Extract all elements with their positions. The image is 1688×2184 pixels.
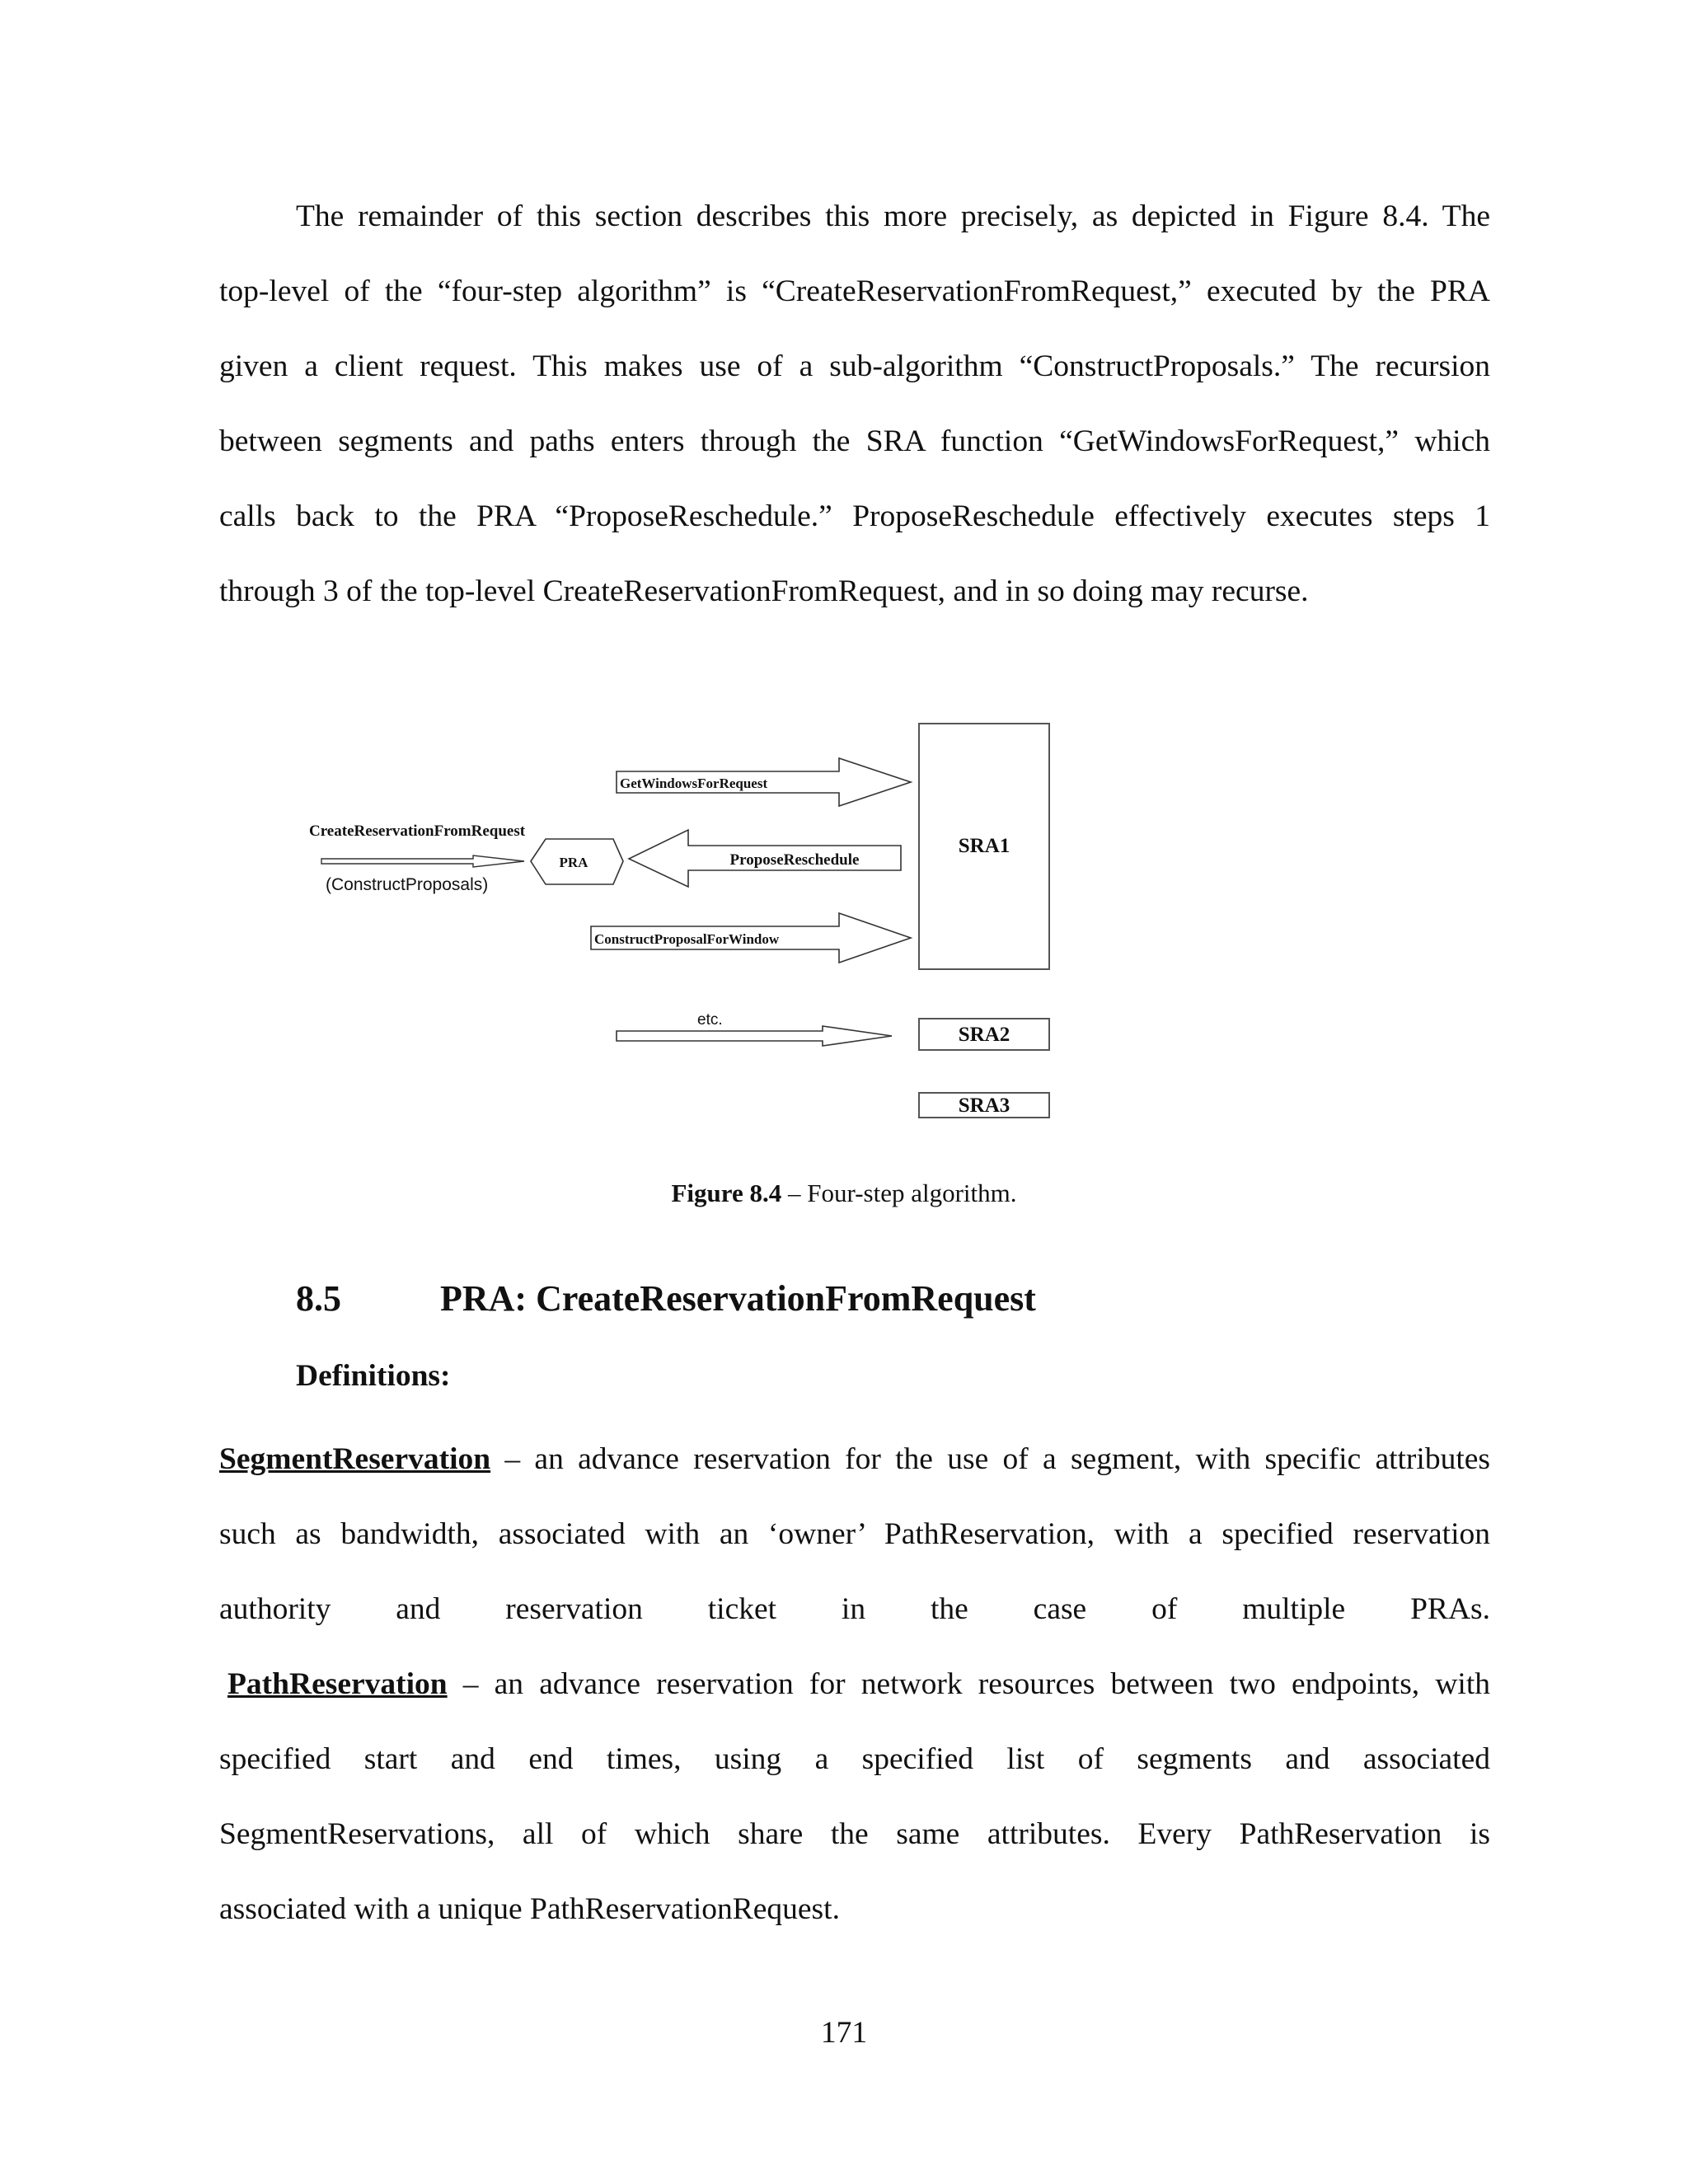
paragraph-line: calls back to the PRA “ProposeReschedule.” ProposeReschedule effectively executes steps 1 [219, 499, 1490, 533]
paragraph-line: The remainder of this section describes this more precisely, as depicted in Figure 8.4. The [296, 199, 1490, 233]
path-definition-line [227, 1647, 1490, 1722]
construct-window-label: ConstructProposalForWindow [594, 931, 780, 947]
segment-definition-line [219, 1422, 1490, 1497]
etc-label: etc. [697, 1011, 723, 1029]
definitions-heading: Definitions: [296, 1359, 451, 1393]
path-definition-line: associated with a unique PathReservationRequest. [219, 1892, 840, 1926]
create-reservation-label: CreateReservationFromRequest [309, 823, 526, 840]
path-definition-text: – an advance reservation for network resources between two endpoints, with [447, 1667, 1490, 1701]
paragraph-line: through 3 of the top-level CreateReservationFromRequest, and in so doing may recurse. [219, 574, 1309, 608]
path-definition-line: specified start and end times, using a specified list of segments and associated [219, 1742, 1490, 1776]
section-number: 8.5 [296, 1278, 341, 1319]
sra1-label: SRA1 [958, 835, 1010, 857]
paragraph-line: top-level of the “four-step algorithm” is “CreateReservationFromRequest,” executed by the PRA [219, 274, 1490, 308]
get-windows-label: GetWindowsForRequest [620, 776, 768, 791]
section-title: PRA: CreateReservationFromRequest [440, 1278, 1036, 1319]
figure-caption [0, 1179, 1688, 1208]
path-reservation-term: PathReservation [227, 1667, 448, 1701]
caption-text: – Four-step algorithm. [781, 1179, 1017, 1207]
path-definition-line: SegmentReservations, all of which share the same attributes. Every PathReservation is [219, 1817, 1490, 1851]
paragraph-line: between segments and paths enters through the SRA function “GetWindowsForRequest,” which [219, 424, 1490, 458]
create-reservation-arrow [321, 855, 524, 867]
paragraph-line: given a client request. This makes use of a sub-algorithm “ConstructProposals.” The recursion [219, 349, 1490, 383]
caption-number: Figure 8.4 [671, 1179, 782, 1207]
sra3-label: SRA3 [958, 1094, 1010, 1117]
etc-arrow [617, 1026, 892, 1046]
segment-definition-line: such as bandwidth, associated with an ‘owner’ PathReservation, with a specified reservation [219, 1517, 1490, 1551]
segment-definition-text: – an advance reservation for the use of a segment, with specific attributes [490, 1442, 1490, 1476]
page-number: 171 [820, 2016, 868, 2050]
construct-proposals-label: (ConstructProposals) [326, 875, 489, 894]
propose-reschedule-label: ProposeReschedule [729, 851, 860, 869]
four-step-algorithm-diagram [297, 717, 1071, 1129]
sra2-label: SRA2 [958, 1024, 1010, 1046]
segment-definition-line: authority and reservation ticket in the case of multiple PRAs. [219, 1592, 1490, 1626]
pra-label: PRA [559, 855, 588, 870]
segment-reservation-term: SegmentReservation [219, 1442, 491, 1476]
